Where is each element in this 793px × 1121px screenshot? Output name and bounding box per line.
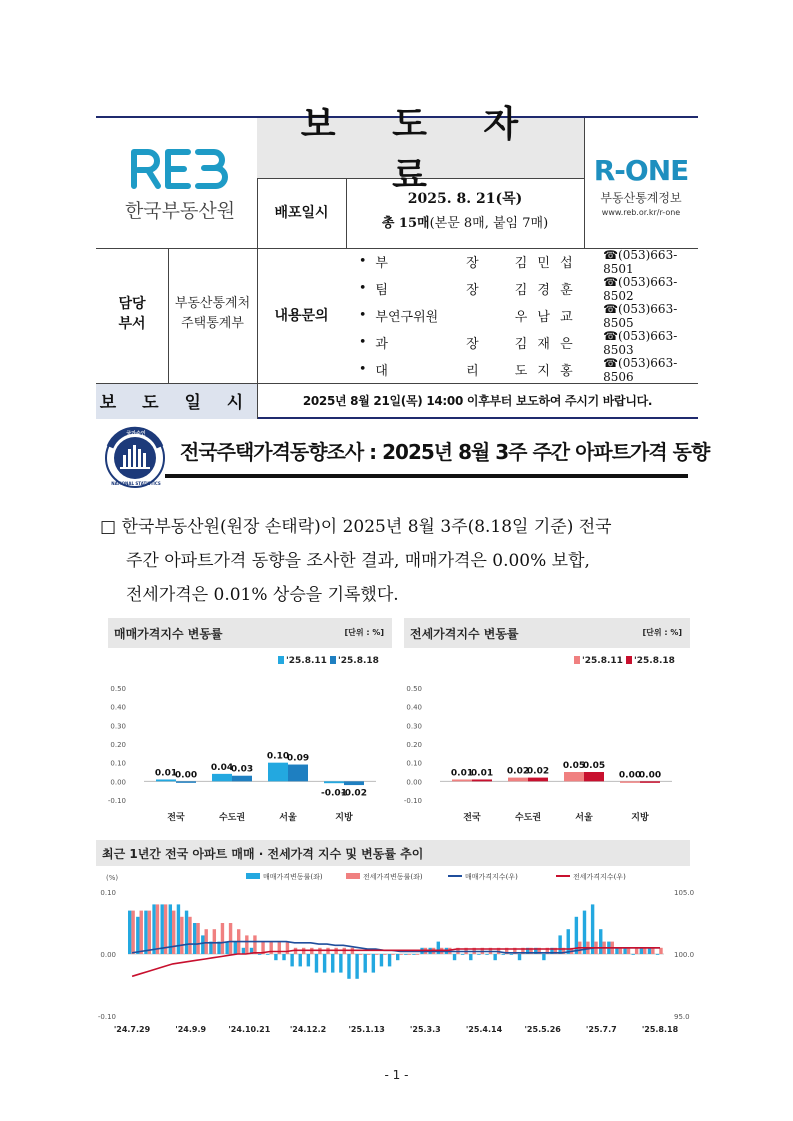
trend-ytick-right: 105.0 (674, 889, 695, 897)
jeonse-price-chart (404, 648, 690, 826)
trend-legend-label: 매매가격변동률(좌) (263, 873, 323, 881)
jeonse-ytick: 0.20 (406, 741, 422, 749)
sale-ytick: 0.10 (110, 759, 126, 768)
trend-bar (502, 954, 505, 955)
embargo-text: 2025년 8월 21일(목) 14:00 이후부터 보도하여 주시기 바랍니다. (302, 393, 653, 408)
jeonse-ytick: 0.50 (406, 685, 422, 693)
trend-legend-swatch (346, 873, 360, 879)
trend-y-unit: (%) (106, 874, 119, 882)
trend-ytick-left: 0.10 (100, 889, 116, 897)
trend-bar (477, 954, 480, 955)
page-count (346, 212, 584, 231)
sale-legend-swatch (330, 656, 336, 664)
trend-bar (643, 948, 646, 954)
trend-bar (266, 954, 269, 955)
emblem-bottom-text: NATIONAL STATISTICS (111, 481, 161, 486)
trend-bar (196, 923, 199, 954)
jeonse-data-label: 0.00 (638, 770, 662, 781)
jeonse-bar (584, 772, 604, 781)
trend-bar (367, 954, 370, 955)
trend-bar (185, 911, 188, 954)
trend-bar (453, 954, 456, 960)
trend-bar (412, 954, 415, 955)
trend-bar (399, 954, 402, 955)
trend-legend-label: 전세가격변동률(좌) (363, 873, 423, 881)
jeonse-bar (528, 778, 548, 782)
jeonse-data-label: 0.02 (526, 766, 550, 777)
trend-bar (282, 954, 285, 960)
contact-bullet: • (358, 335, 367, 350)
jeonse-ytick: 0.30 (406, 722, 422, 731)
press-release-title: 보 도 자 료 (300, 104, 541, 196)
trend-bar (599, 929, 602, 954)
contact-phone: ☎(053)663-8506 (603, 355, 678, 384)
trend-ytick-right: 95.0 (674, 1013, 690, 1021)
sale-data-label: 0.09 (286, 753, 310, 764)
trend-bar (229, 923, 232, 954)
jeonse-data-label: 0.01 (470, 768, 494, 779)
contact-title (375, 252, 484, 271)
trend-bar (659, 948, 662, 954)
sale-ytick: 0.40 (110, 703, 126, 712)
jeonse-category-label: 수도권 (514, 813, 542, 823)
emblem-top-text: 국가승인 (126, 431, 146, 437)
trend-bar (648, 948, 651, 954)
report-title-underline (165, 474, 688, 478)
trend-bar (635, 948, 638, 954)
trend-ytick-right: 100.0 (674, 951, 695, 959)
sale-ytick: -0.10 (107, 797, 126, 805)
trend-bar (193, 923, 196, 954)
dept-label-line1: 담당 (118, 296, 146, 312)
trend-bar (156, 904, 159, 954)
jeonse-category-label: 전국 (463, 813, 481, 823)
sale-bar (232, 776, 252, 782)
trend-bar (372, 954, 375, 973)
inquiry-label: 내용문의 (274, 307, 329, 324)
contact-title-part: 대 (375, 364, 388, 379)
sale-legend-label: '25.8.11 (286, 656, 327, 666)
trend-chart-title: 최근 1년간 전국 아파트 매매 · 전세가격 지수 및 변동률 추이 (102, 847, 424, 861)
dept-label (96, 294, 168, 334)
page-count-detail: (본문 8매, 붙임 7매) (429, 216, 549, 231)
contact-title-part: 장 (466, 337, 479, 352)
jeonse-chart-unit: [단위 : %] (642, 628, 682, 637)
trend-xtick: '24.7.29 (113, 1025, 151, 1034)
sale-data-label: 0.04 (210, 762, 234, 773)
trend-bar (144, 911, 147, 954)
sale-ytick: 0.20 (110, 741, 126, 749)
summary-paragraph (100, 510, 702, 612)
trend-bar (225, 942, 228, 954)
jeonse-category-label: 서울 (575, 813, 593, 823)
contact-row (350, 248, 698, 275)
sale-legend-swatch (278, 656, 284, 664)
contact-row (350, 302, 698, 329)
sale-category-label: 전국 (167, 813, 185, 823)
sale-chart-unit: [단위 : %] (344, 628, 384, 637)
contact-title-part: 부 (375, 256, 388, 271)
contact-title-part: 장 (466, 283, 479, 298)
trend-ytick-left: -0.10 (97, 1013, 116, 1021)
trend-bar (274, 954, 277, 960)
sale-bar (268, 763, 288, 782)
jeonse-legend-swatch (626, 656, 632, 664)
trend-bar (567, 929, 570, 954)
trend-bar (258, 954, 261, 955)
summary-line-2: 주간 아파트가격 동향을 조사한 결과, 매매가격은 0.00% 보합, (126, 551, 590, 571)
trend-bar (408, 954, 411, 955)
dept-name-2: 주택통계부 (181, 316, 244, 331)
trend-xtick: '25.4.14 (465, 1025, 503, 1034)
contact-row (350, 329, 698, 356)
trend-bar (128, 911, 131, 954)
trend-bar (632, 954, 635, 955)
jeonse-legend-label: '25.8.18 (634, 656, 675, 666)
contact-title (375, 333, 484, 352)
jeonse-data-label: 0.05 (582, 761, 606, 771)
dept-label-line2: 부서 (118, 316, 146, 332)
sale-bar (176, 781, 196, 783)
dept-name (168, 294, 257, 334)
trend-bar (160, 904, 163, 954)
trend-bar (290, 954, 293, 966)
trend-bar (364, 954, 367, 973)
trend-bar (136, 917, 139, 954)
jeonse-bar (640, 781, 660, 783)
trend-bar (383, 954, 386, 955)
trend-bar (140, 911, 143, 954)
sale-ytick: 0.50 (110, 685, 126, 693)
org-name: 한국부동산원 (124, 200, 236, 222)
jeonse-legend-swatch (574, 656, 580, 664)
trend-chart-panel (96, 840, 695, 1048)
contact-name: 김 경 훈 (514, 283, 576, 298)
sale-bar (156, 779, 176, 781)
sale-data-label: -0.02 (341, 788, 367, 799)
trend-bar (315, 954, 318, 973)
contact-phone: ☎(053)663-8505 (603, 301, 678, 330)
sale-ytick: 0.30 (110, 722, 126, 731)
sale-category-label: 수도권 (218, 813, 246, 823)
trend-bar (375, 954, 378, 955)
summary-line-1-text: 한국부동산원(원장 손태락)이 2025년 8월 3주(8.18일 기준) 전국 (121, 517, 612, 537)
trend-bar (518, 954, 521, 960)
trend-bar (391, 954, 394, 955)
jeonse-bar (564, 772, 584, 781)
trend-bar (131, 911, 134, 954)
trend-bar (205, 929, 208, 954)
trend-bar (493, 954, 496, 960)
trend-bar (627, 948, 630, 954)
trend-bar (253, 935, 256, 954)
trend-bar (558, 935, 561, 954)
jeonse-bar (620, 781, 640, 783)
trend-bar (388, 954, 391, 966)
trend-bar (180, 917, 183, 954)
contact-phone: ☎(053)663-8503 (603, 328, 678, 357)
jeonse-ytick: 0.00 (406, 778, 422, 787)
page-count-total: 총 15매 (381, 216, 430, 231)
trend-bar (299, 954, 302, 966)
trend-bar (640, 948, 643, 954)
jeonse-data-label: 0.05 (562, 761, 586, 771)
trend-bar (359, 954, 362, 955)
trend-bar (213, 929, 216, 954)
rone-logo (588, 154, 694, 217)
sale-data-label: -0.01 (321, 788, 347, 799)
contact-phone: ☎(053)663-8501 (603, 247, 678, 276)
trend-bar (245, 935, 248, 954)
contact-row (350, 275, 698, 302)
title-cell (257, 104, 584, 196)
trend-bar (510, 954, 513, 955)
trend-bar (380, 954, 383, 966)
trend-bar (152, 904, 155, 954)
jeonse-bar (452, 779, 472, 781)
jeonse-ytick: -0.10 (403, 797, 422, 805)
trend-bar (307, 954, 310, 966)
embargo-label: 보 도 일 시 (99, 392, 254, 413)
trend-bar (485, 954, 488, 955)
sale-data-label: 0.01 (154, 768, 178, 779)
trend-bar (396, 954, 399, 960)
jeonse-legend-label: '25.8.11 (582, 656, 623, 666)
contact-title-part: 팀 (375, 283, 388, 298)
dept-name-1: 부동산통계처 (174, 296, 251, 311)
jeonse-ytick: 0.10 (406, 759, 422, 768)
contact-title (375, 360, 484, 379)
summary-line-3: 전세가격은 0.01% 상승을 기록했다. (126, 585, 399, 605)
jeonse-bar (472, 779, 492, 781)
sale-data-label: 0.10 (266, 751, 290, 762)
jeonse-ytick: 0.40 (406, 703, 422, 712)
contact-bullet: • (358, 308, 367, 323)
trend-bar (656, 954, 659, 955)
trend-bar (323, 954, 326, 973)
sale-bar (288, 765, 308, 782)
summary-line-1 (100, 510, 702, 544)
jeonse-data-label: 0.01 (450, 768, 474, 779)
trend-bar (623, 948, 626, 954)
trend-bar (347, 954, 350, 979)
contact-bullet: • (358, 254, 367, 269)
jeonse-bar (508, 778, 528, 782)
trend-xtick: '24.10.21 (228, 1025, 271, 1034)
trend-bar (331, 954, 334, 973)
rone-name: 부동산통계정보 (600, 191, 682, 205)
trend-bar (619, 948, 622, 954)
sale-category-label: 서울 (279, 813, 297, 823)
sale-price-chart (108, 648, 392, 826)
contact-name: 김 재 은 (514, 337, 576, 352)
trend-bar (355, 954, 358, 979)
trend-bar (542, 954, 545, 960)
trend-xtick: '25.1.13 (348, 1025, 385, 1034)
summary-bullet: □ (100, 517, 117, 537)
contact-name: 도 지 홍 (514, 364, 576, 379)
trend-legend-label: 매매가격지수(우) (465, 873, 518, 881)
contact-title-part: 과 (375, 337, 388, 352)
release-date: 2025. 8. 21(목) (407, 191, 523, 207)
page-number: - 1 - (384, 1068, 409, 1082)
trend-bar (591, 904, 594, 954)
trend-xtick: '25.7.7 (585, 1025, 617, 1034)
jeonse-category-label: 지방 (631, 813, 649, 823)
trend-ytick-left: 0.00 (100, 951, 116, 959)
contact-title (375, 306, 484, 325)
trend-bar (172, 911, 175, 954)
contact-bullet: • (358, 281, 367, 296)
trend-xtick: '24.9.9 (175, 1025, 207, 1034)
trend-bar (234, 942, 237, 954)
sale-bar (212, 774, 232, 781)
jeonse-data-label: 0.00 (618, 770, 642, 781)
trend-bar (201, 935, 204, 954)
sale-bar (324, 781, 344, 783)
trend-xtick: '24.12.2 (289, 1025, 327, 1034)
contact-title-part: 리 (466, 364, 479, 379)
trend-bar (461, 954, 464, 955)
sale-legend-label: '25.8.18 (338, 656, 379, 666)
trend-bar (221, 923, 224, 954)
contact-row (350, 356, 698, 383)
jeonse-data-label: 0.02 (506, 766, 530, 777)
sale-chart-title: 매매가격지수 변동률 (114, 627, 223, 641)
trend-legend-label: 전세가격지수(우) (573, 873, 626, 881)
contact-name: 우 남 교 (514, 310, 576, 325)
trend-bar (148, 911, 151, 954)
release-info (346, 188, 584, 231)
reb-logo (130, 148, 226, 194)
jeonse-chart-title: 전세가격지수 변동률 (410, 627, 519, 641)
trend-chart (96, 866, 695, 1048)
trend-bar (469, 954, 472, 960)
reb-logo-icon (130, 148, 226, 190)
trend-bar (242, 948, 245, 954)
trend-bar (188, 917, 191, 954)
rone-logo-text: R-ONE (593, 154, 689, 187)
trend-xtick: '25.5.26 (524, 1025, 561, 1034)
release-label: 배포일시 (274, 205, 329, 221)
sale-category-label: 지방 (335, 813, 353, 823)
sale-price-chart-panel (108, 618, 392, 826)
report-title: 전국주택가격동향조사 : 2025년 8월 3주 주간 아파트가격 동향 (180, 440, 710, 464)
contact-name: 김 민 섭 (514, 256, 576, 271)
trend-bar (164, 904, 167, 954)
trend-bar (416, 954, 419, 955)
trend-xtick: '25.3.3 (409, 1025, 441, 1034)
trend-bar (651, 948, 654, 954)
sale-data-label: 0.00 (174, 770, 198, 781)
contact-phone: ☎(053)663-8502 (603, 274, 678, 303)
sale-ytick: 0.00 (110, 778, 126, 787)
contact-bullet: • (358, 362, 367, 377)
trend-legend-swatch (246, 873, 260, 879)
trend-bar (339, 954, 342, 973)
jeonse-price-chart-panel (404, 618, 690, 826)
sale-bar (344, 781, 364, 785)
trend-bar (404, 954, 407, 955)
sale-data-label: 0.03 (230, 764, 254, 775)
rone-url: www.reb.or.kr/r-one (601, 208, 681, 217)
contact-title-part: 부연구위원 (375, 310, 439, 325)
trend-xtick: '25.8.18 (641, 1025, 679, 1034)
trend-bar (615, 948, 618, 954)
contact-title-part: 장 (466, 256, 479, 271)
contact-title (375, 279, 484, 298)
